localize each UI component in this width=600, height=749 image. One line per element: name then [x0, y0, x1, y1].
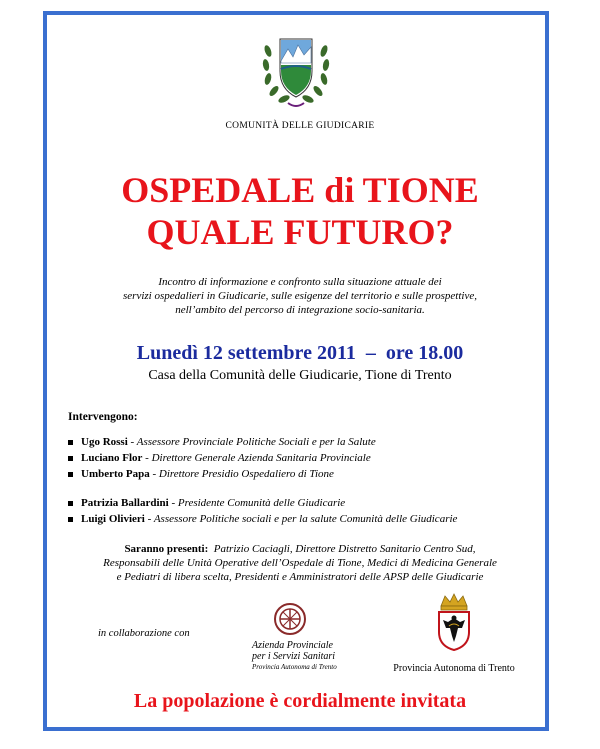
- speaker-role: - Assessore Provinciale Politiche Sociali e per la Salute: [127, 436, 376, 448]
- apss-line-3: Provincia Autonoma di Trento: [252, 663, 337, 671]
- speaker-name: Patrizia Ballardini: [81, 497, 169, 509]
- bullet-icon: [68, 517, 73, 522]
- title-line-2: QUALE FUTURO?: [146, 212, 454, 252]
- speaker-name: Umberto Papa: [81, 468, 150, 480]
- province-label: Provincia Autonoma di Trento: [393, 663, 515, 674]
- speaker-item: [68, 436, 376, 448]
- apss-line-1: Azienda Provinciale: [252, 640, 333, 651]
- speaker-item: [68, 497, 345, 509]
- bullet-icon: [68, 472, 73, 477]
- speaker-name: Luigi Olivieri: [81, 513, 145, 525]
- intro-line-3: nell’ambito del percorso di integrazione socio-sanitaria.: [175, 304, 425, 316]
- event-date: Lunedì 12 settembre 2011 – ore 18.00: [136, 342, 464, 364]
- attendees-paragraph: [60, 542, 540, 584]
- apss-line-2: per i Servizi Sanitari: [252, 651, 336, 662]
- attendees-line-3: e Pediatri di libera scelta, Presidenti e Amministratori delle APSP delle Giudicarie: [116, 571, 484, 583]
- speaker-name: Ugo Rossi: [81, 436, 128, 448]
- speaker-name: Luciano Flor: [81, 452, 143, 464]
- apss-globe-logo-icon: [273, 602, 307, 636]
- intro-line-2: servizi ospedalieri in Giudicarie, sulle esigenze del territorio e sulle prospettive,: [123, 290, 477, 302]
- bullet-icon: [68, 456, 73, 461]
- bullet-icon: [68, 440, 73, 445]
- event-venue: Casa della Comunità delle Giudicarie, Tione di Trento: [148, 368, 452, 383]
- speaker-role: - Presidente Comunità delle Giudicarie: [168, 497, 346, 509]
- attendees-label: Saranno presenti:: [124, 543, 209, 555]
- attendees-line-1: Patrizio Caciagli, Direttore Distretto Sanitario Centro Sud,: [213, 543, 476, 555]
- comunita-crest-icon: [260, 31, 332, 111]
- speaker-item: [68, 452, 371, 464]
- trento-eagle-coat-of-arms-icon: [433, 592, 475, 652]
- invitation-line: La popolazione è cordialmente invitata: [133, 690, 467, 712]
- speaker-item: [68, 468, 334, 480]
- speaker-item: [68, 513, 457, 525]
- organization-name: COMUNITÀ DELLE GIUDICARIE: [225, 121, 375, 131]
- title-line-1: OSPEDALE di TIONE: [121, 170, 479, 210]
- intro-paragraph: [60, 275, 540, 317]
- speaker-role: - Assessore Politiche sociali e per la salute Comunità delle Giudicarie: [144, 513, 458, 525]
- speaker-role: - Direttore Generale Azienda Sanitaria Provinciale: [142, 452, 371, 464]
- speakers-heading: Intervengono:: [68, 411, 138, 423]
- collaboration-label: in collaborazione con: [98, 628, 190, 639]
- apss-name: [252, 640, 337, 673]
- attendees-line-2: Responsabili delle Unità Operative dell’Ospedale di Tione, Medici di Medicina Generale: [103, 557, 497, 569]
- speaker-role: - Direttore Presidio Ospedaliero di Tione: [149, 468, 334, 480]
- intro-line-1: Incontro di informazione e confronto sulla situazione attuale dei: [158, 276, 442, 288]
- bullet-icon: [68, 501, 73, 506]
